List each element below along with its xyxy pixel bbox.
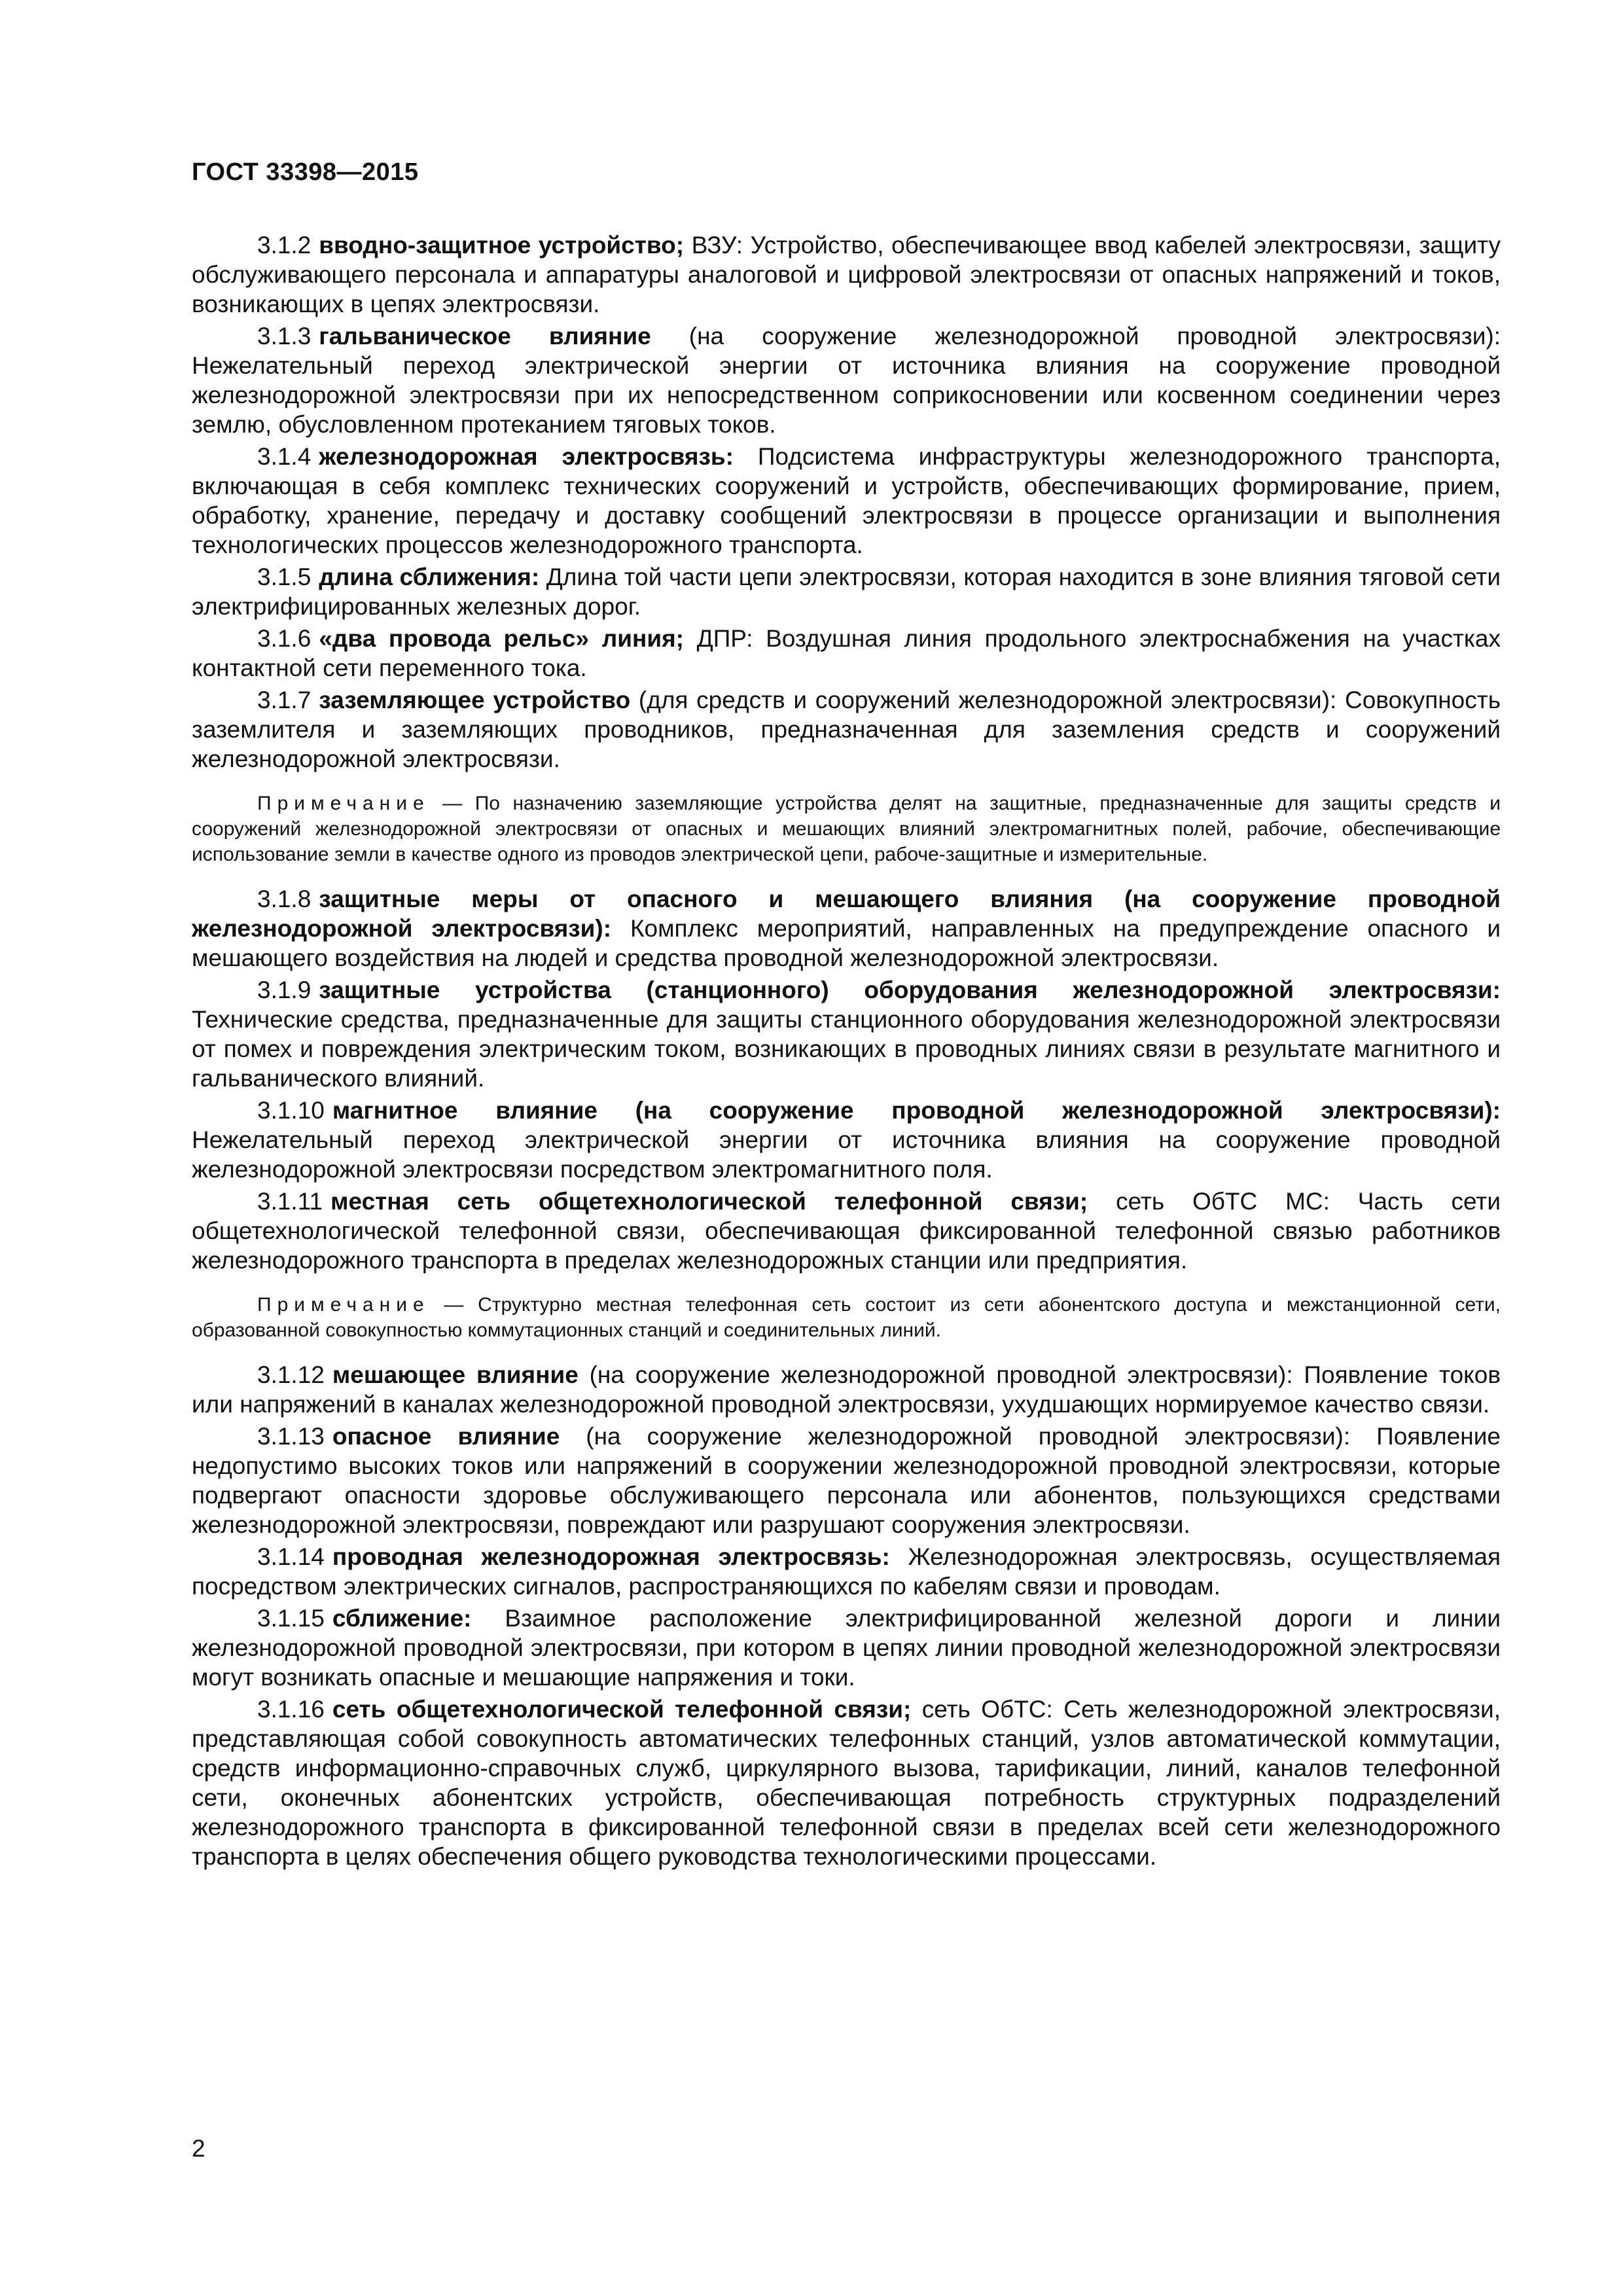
definition-text: Взаимное расположение электрифицированной железной дороги и линии железнодорожной проводной электросвязи, при котором в цепях линии проводной железнодорожной электросвязи могут возникать опасные и мешающие напряжения и токи. — [192, 1605, 1501, 1691]
definition-text: сеть ОбТС: Сеть железнодорожной электросвязи, представляющая собой совокупность автоматических телефонных станций, узлов автоматической коммутации, средств информационно-справочных служб, циркулярного вызова, тарификации, линий, каналов телефонной сети, оконечных абонентских устройств, обеспечивающая потребность структурных подразделений железнодорожного транспорта в фиксированной телефонной связи в пределах всей сети железнодорожного транспорта в целях обеспечения общего руководства технологическими процессами. — [192, 1696, 1501, 1870]
definition-3-1-3 — [192, 321, 1501, 439]
definition-term: гальваническое влияние — [319, 323, 651, 350]
definition-3-1-5 — [192, 562, 1501, 621]
definition-number: 3.1.4 — [257, 443, 312, 470]
definition-number: 3.1.7 — [257, 687, 312, 713]
definition-term: сближение: — [332, 1605, 472, 1632]
standard-header: ГОСТ 33398—2015 — [192, 158, 419, 186]
definition-number: 3.1.10 — [257, 1097, 325, 1124]
definition-text: (для средств и сооружений железнодорожной электросвязи): Совокупность заземлителя и заземляющих проводников, предназначенная для заземления средств и сооружений железнодорожной электросвязи. — [192, 687, 1501, 772]
definition-3-1-6 — [192, 624, 1501, 683]
page-number: 2 — [192, 2135, 205, 2162]
definition-text: (на сооружение железнодорожной проводной электросвязи): Появление недопустимо высоких токов или напряжений в сооружении железнодорожной проводной электросвязи, которые подвергают опасности здоровье обслуживающего персонала или абонентов, пользующихся средствами железнодорожной электросвязи, повреждают или разрушают сооружения электросвязи. — [192, 1423, 1501, 1538]
note-label: Примечание — [257, 793, 430, 814]
definition-3-1-2 — [192, 230, 1501, 319]
definition-text: Подсистема инфраструктуры железнодорожного транспорта, включающая в себя комплекс технических сооружений и устройств, обеспечивающих формирование, прием, обработку, хранение, передачу и доставку сообщений электросвязи в процессе организации и выполнения технологических процессов железнодорожного транспорта. — [192, 443, 1501, 558]
definition-3-1-8 — [192, 884, 1501, 973]
definition-number: 3.1.12 — [257, 1361, 325, 1388]
definition-text: сеть ОбТС МС: Часть сети общетехнологической телефонной связи, обеспечивающая фиксированной телефонной связью работников железнодорожного транспорта в пределах железнодорожных станции или предприятия. — [192, 1188, 1501, 1274]
definition-term: железнодорожная электросвязь: — [319, 443, 734, 470]
definition-text: (на сооружение железнодорожной проводной электросвязи): Появление токов или напряжений в каналах железнодорожной проводной электросвязи, ухудшающих нормируемое качество связи. — [192, 1361, 1501, 1418]
definition-3-1-16 — [192, 1695, 1501, 1871]
definition-text: Железнодорожная электросвязь, осуществляемая посредством электрических сигналов, распространяющихся по кабелям связи и проводам. — [192, 1543, 1501, 1600]
definition-term: сеть общетехнологической телефонной связи; — [332, 1696, 912, 1723]
definition-term: длина сближения: — [319, 564, 540, 590]
note-text: — Структурно местная телефонная сеть состоит из сети абонентского доступа и межстанционной сети, образованной совокупностью коммутационных станций и соединительных линий. — [192, 1294, 1501, 1341]
document-page — [192, 0, 1501, 2296]
definition-number: 3.1.5 — [257, 564, 312, 590]
definition-term: магнитное влияние (на сооружение проводной железнодорожной электросвязи): — [332, 1097, 1501, 1124]
definition-number: 3.1.6 — [257, 625, 312, 652]
definition-term: заземляющее устройство — [319, 687, 631, 713]
note-text: — По назначению заземляющие устройства делят на защитные, предназначенные для защиты средств и сооружений железнодорожной электросвязи от опасных и мешающих влияний электромагнитных полей, рабочие, обеспечивающие использование земли в качестве одного из проводов электрической цепи, рабоче-защитные и измерительные. — [192, 793, 1501, 865]
definition-term: опасное влияние — [332, 1423, 560, 1450]
definition-3-1-14 — [192, 1542, 1501, 1601]
definition-3-1-4 — [192, 442, 1501, 560]
definition-3-1-9 — [192, 975, 1501, 1093]
definition-number: 3.1.9 — [257, 977, 312, 1003]
definition-3-1-12 — [192, 1360, 1501, 1419]
definition-term: вводно-защитное устройство; — [319, 232, 685, 259]
definition-term: мешающее влияние — [332, 1361, 579, 1388]
definition-number: 3.1.2 — [257, 232, 312, 259]
definition-3-1-7 — [192, 685, 1501, 774]
definition-text: Длина той части цепи электросвязи, которая находится в зоне влияния тяговой сети электрифицированных железных дорог. — [192, 564, 1501, 620]
note-local-network — [192, 1292, 1501, 1343]
definition-number: 3.1.8 — [257, 886, 312, 912]
definition-number: 3.1.15 — [257, 1605, 325, 1632]
definition-number: 3.1.14 — [257, 1543, 325, 1570]
definition-text: ДПР: Воздушная линия продольного электроснабжения на участках контактной сети переменного тока. — [192, 625, 1501, 681]
definition-number: 3.1.16 — [257, 1696, 325, 1723]
definition-text: Нежелательный переход электрической энергии от источника влияния на сооружение проводной железнодорожной электросвязи посредством электромагнитного поля. — [192, 1126, 1501, 1183]
definition-text: ВЗУ: Устройство, обеспечивающее ввод кабелей электросвязи, защиту обслуживающего персонала и аппаратуры аналоговой и цифровой электросвязи от опасных напряжений и токов, возникающих в цепях электросвязи. — [192, 232, 1501, 317]
definition-number: 3.1.11 — [257, 1188, 323, 1215]
definition-term: проводная железнодорожная электросвязь: — [332, 1543, 890, 1570]
definition-number: 3.1.13 — [257, 1423, 325, 1450]
definition-term: местная сеть общетехнологической телефонной связи; — [330, 1188, 1088, 1215]
definition-3-1-13 — [192, 1422, 1501, 1539]
definition-3-1-10 — [192, 1096, 1501, 1184]
definition-text: (на сооружение железнодорожной проводной электросвязи): Нежелательный переход электрической энергии от источника влияния на сооружение проводной железнодорожной электросвязи при их непосредственном соприкосновении или косвенном соединении через землю, обусловленном протеканием тяговых токов. — [192, 323, 1501, 438]
definition-number: 3.1.3 — [257, 323, 312, 350]
definition-term: защитные устройства (станционного) оборудования железнодорожной электросвязи: — [319, 977, 1501, 1003]
definition-term: «два провода рельс» линия; — [319, 625, 684, 652]
definition-text: Комплекс мероприятий, направленных на предупреждение опасного и мешающего воздействия на людей и средства проводной железнодорожной электросвязи. — [192, 915, 1501, 971]
definition-3-1-15 — [192, 1604, 1501, 1692]
note-label: Примечание — [257, 1294, 430, 1316]
definitions-content — [192, 230, 1501, 1874]
definition-term: защитные меры от опасного и мешающего влияния (на сооружение проводной железнодорожной электросвязи): — [192, 886, 1501, 942]
definition-text: Технические средства, предназначенные для защиты станционного оборудования железнодорожной электросвязи от помех и повреждения электрическим током, возникающих в проводных линиях связи в результате магнитного и гальванического влияний. — [192, 1006, 1501, 1092]
note-grounding-devices — [192, 791, 1501, 867]
definition-3-1-11 — [192, 1187, 1501, 1275]
